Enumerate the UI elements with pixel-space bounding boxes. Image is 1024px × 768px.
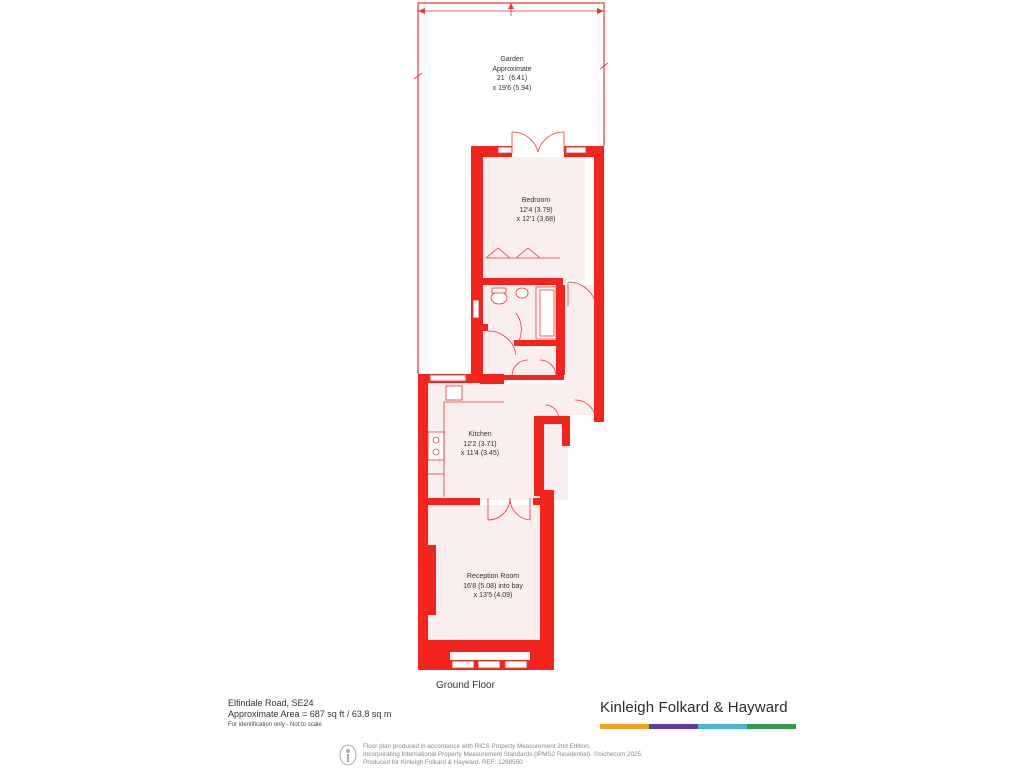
bath-icon bbox=[536, 287, 556, 339]
toilet-icon bbox=[491, 292, 507, 304]
bedroom-label: Bedroom 12'4 (3.79) x 12'1 (3.68) bbox=[516, 197, 556, 223]
brand-color-bar bbox=[600, 724, 796, 729]
footer-line-1: Floor plan produced in accordance with RICS Property Measurement 2nd Edition, bbox=[363, 743, 591, 750]
reception-room-label: Reception Room 16'8 (5.08) into bay x 13'5 (4.09) bbox=[463, 573, 523, 599]
approximate-area: Approximate Area = 687 sq ft / 63.8 sq m bbox=[228, 709, 392, 719]
footer-line-3: Produced for Kinleigh Folkard & Hayward. REF: 1288550 bbox=[363, 759, 523, 767]
brand-bar-green bbox=[747, 724, 796, 729]
brand-bar-blue bbox=[698, 724, 747, 729]
kitchen-label: Kitchen 12'2 (3.71) x 11'4 (3.45) bbox=[460, 431, 500, 457]
footer-credits bbox=[363, 743, 643, 768]
brand-name: Kinleigh Folkard & Hayward bbox=[600, 699, 788, 716]
identification-note: For identification only - Not to scale bbox=[228, 722, 322, 728]
brand-bar-orange bbox=[600, 724, 649, 729]
property-address: Elfindale Road, SE24 bbox=[228, 698, 314, 708]
sink-icon bbox=[446, 386, 462, 400]
brand-bar-purple bbox=[649, 724, 698, 729]
nichecom-logo-icon bbox=[338, 743, 358, 767]
basin-icon bbox=[516, 288, 528, 298]
garden-label: Garden Approximate 21´ (6.41) x 19'6 (5.94) bbox=[492, 56, 532, 92]
footer-line-2: Incorporating International Property Measurement Standards (IPMS2 Residential). ©nichecom 2025. bbox=[363, 751, 643, 759]
floor-title: Ground Floor bbox=[436, 680, 495, 691]
